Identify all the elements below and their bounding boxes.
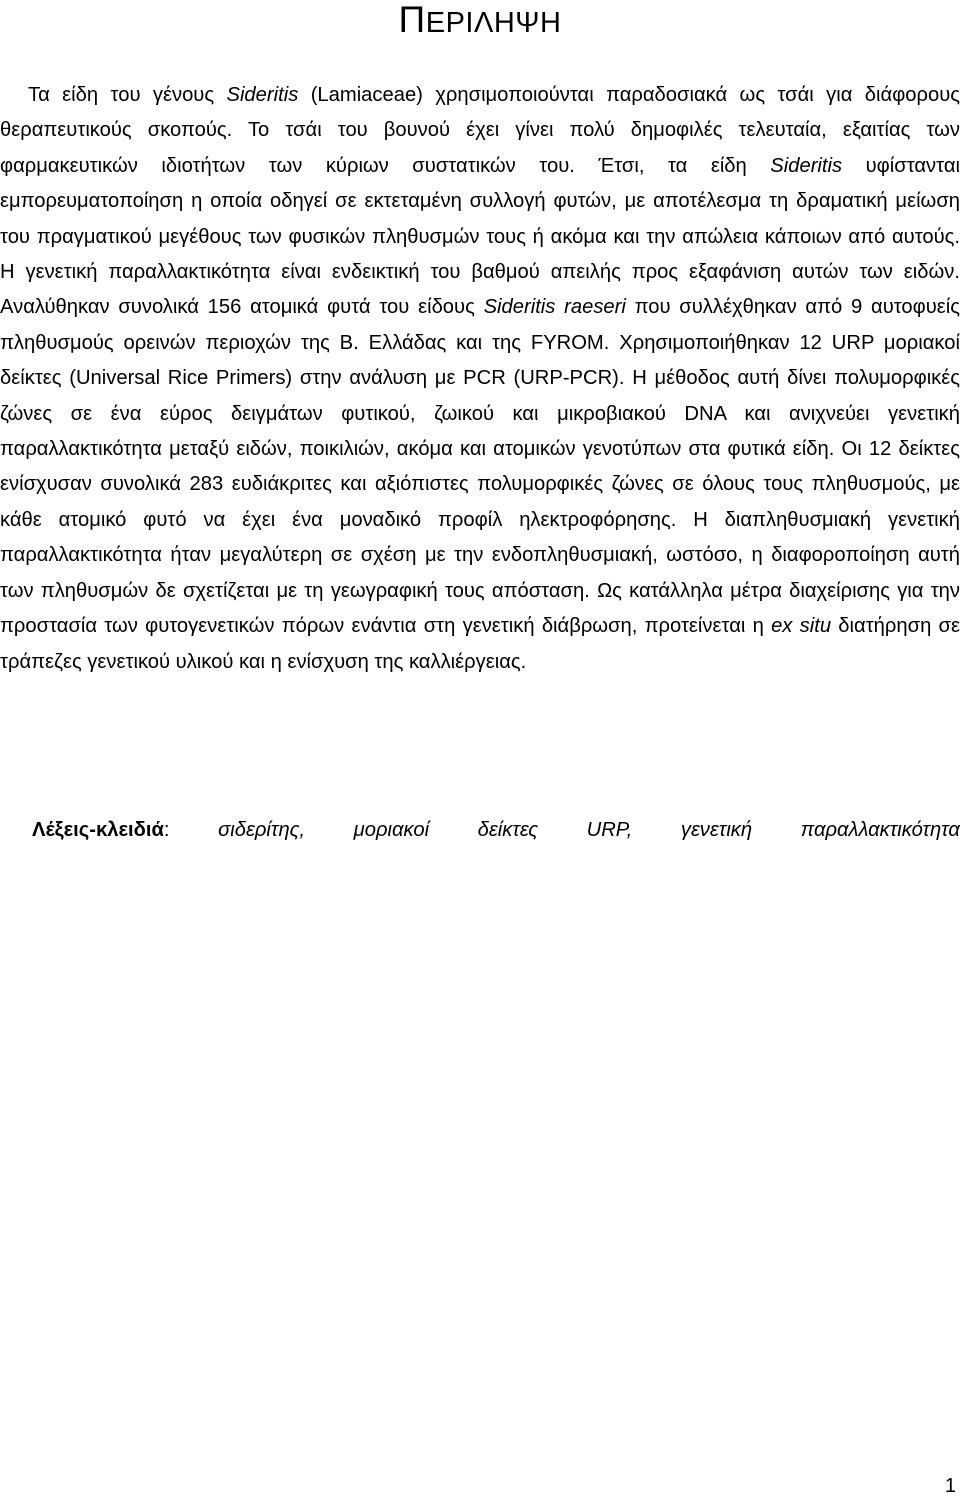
keyword-item: σιδερίτης, <box>218 819 306 841</box>
genus-name: Sideritis <box>770 154 843 177</box>
keywords-label: Λέξεις-κλειδιά <box>32 819 164 841</box>
ex-situ-term: ex situ <box>771 615 832 638</box>
keyword-item: παραλλακτικότητα <box>800 819 960 841</box>
keywords-heading <box>32 813 170 848</box>
page-number: 1 <box>944 1475 956 1497</box>
genus-name: Sideritis <box>226 84 299 106</box>
abstract-text-4: που συλλέχθηκαν από 9 αυτοφυείς πληθυσμούς ορεινών περιοχών της Β. Ελλάδας και της FYROM. Χρησιμοποιήθηκαν 12 URP μοριακοί δείκτες (Universal Rice Primers) στην ανάλυση με PCR (URP-PCR). Η μέθοδος αυτή δίνει πολυμορφικές ζώνες σε ένα εύρος δειγμάτων φυτικού, ζωικού και μικροβιακού DNA και ανιχνεύει γενετική παραλλακτικότητα μεταξύ ειδών, ποικιλιών, ακόμα και ατομικών γενοτύπων στα φυτικά είδη. Οι 12 δείκτες ενίσχυσαν συνολικά 283 ευδιάκριτες και αξιόπιστες πολυμορφικές ζώνες σε όλους τους πληθυσμούς, με κάθε ατομικό φυτό να έχει ένα μοναδικό προφίλ ηλεκτροφόρησης. Η διαπληθυσμιακή γενετική παραλλακτικότητα ήταν μεγαλύτερη σε σχέση με την ενδοπληθυσμιακή, ωστόσο, η διαφοροποίηση αυτή των πληθυσμών δε σχετίζεται με τη γεωγραφική τους απόσταση. Ως κατάλληλα μέτρα διαχείρισης για την προστασία των φυτογενετικών πόρων ενάντια στη γενετική διάβρωση, προτείνεται η <box>0 296 960 638</box>
abstract-text-5: διατήρηση σε τράπεζες γενετικού υλικού και η ενίσχυση της καλλιέργειας. <box>0 615 960 673</box>
keyword-item: δείκτες <box>477 819 539 841</box>
keywords-colon: : <box>163 819 170 841</box>
title-rest: ΕΡΙΛΗΨΗ <box>425 7 562 39</box>
keywords-line <box>0 813 960 848</box>
keyword-item: μοριακοί <box>353 819 430 841</box>
species-name: Sideritis raeseri <box>483 296 626 319</box>
abstract-text-2: (Lamiaceae) χρησιμοποιούνται παραδοσιακά ως τσάι για διάφορους θεραπευτικούς σκοπούς. Το τσάι του βουνού έχει γίνει πολύ δημοφιλές τελευταία, εξαιτίας των φαρμακευτικών ιδιοτήτων των κύριων συστατικών του. Έτσι, τα είδη <box>0 84 960 177</box>
keyword-item: URP, <box>586 819 633 841</box>
page-title <box>0 0 960 45</box>
abstract-paragraph <box>0 78 960 680</box>
title-first-letter: Π <box>398 0 426 40</box>
keyword-item: γενετική <box>680 819 753 841</box>
abstract-text-1: Τα είδη του γένους <box>28 84 227 106</box>
abstract-text-3: υφίστανται εμπορευματοποίηση η οποία οδηγεί σε εκτεταμένη συλλογή φυτών, με αποτέλεσμα τη δραματική μείωση του πραγματικού μεγέθους των φυσικών πληθυσμών τους ή ακόμα και την απώλεια κάποιων από αυτούς. Η γενετική παραλλακτικότητα είναι ενδεικτική του βαθμού απειλής προς εξαφάνιση αυτών των ειδών. Αναλύθηκαν συνολικά 156 ατομικά φυτά του είδους <box>0 154 960 319</box>
